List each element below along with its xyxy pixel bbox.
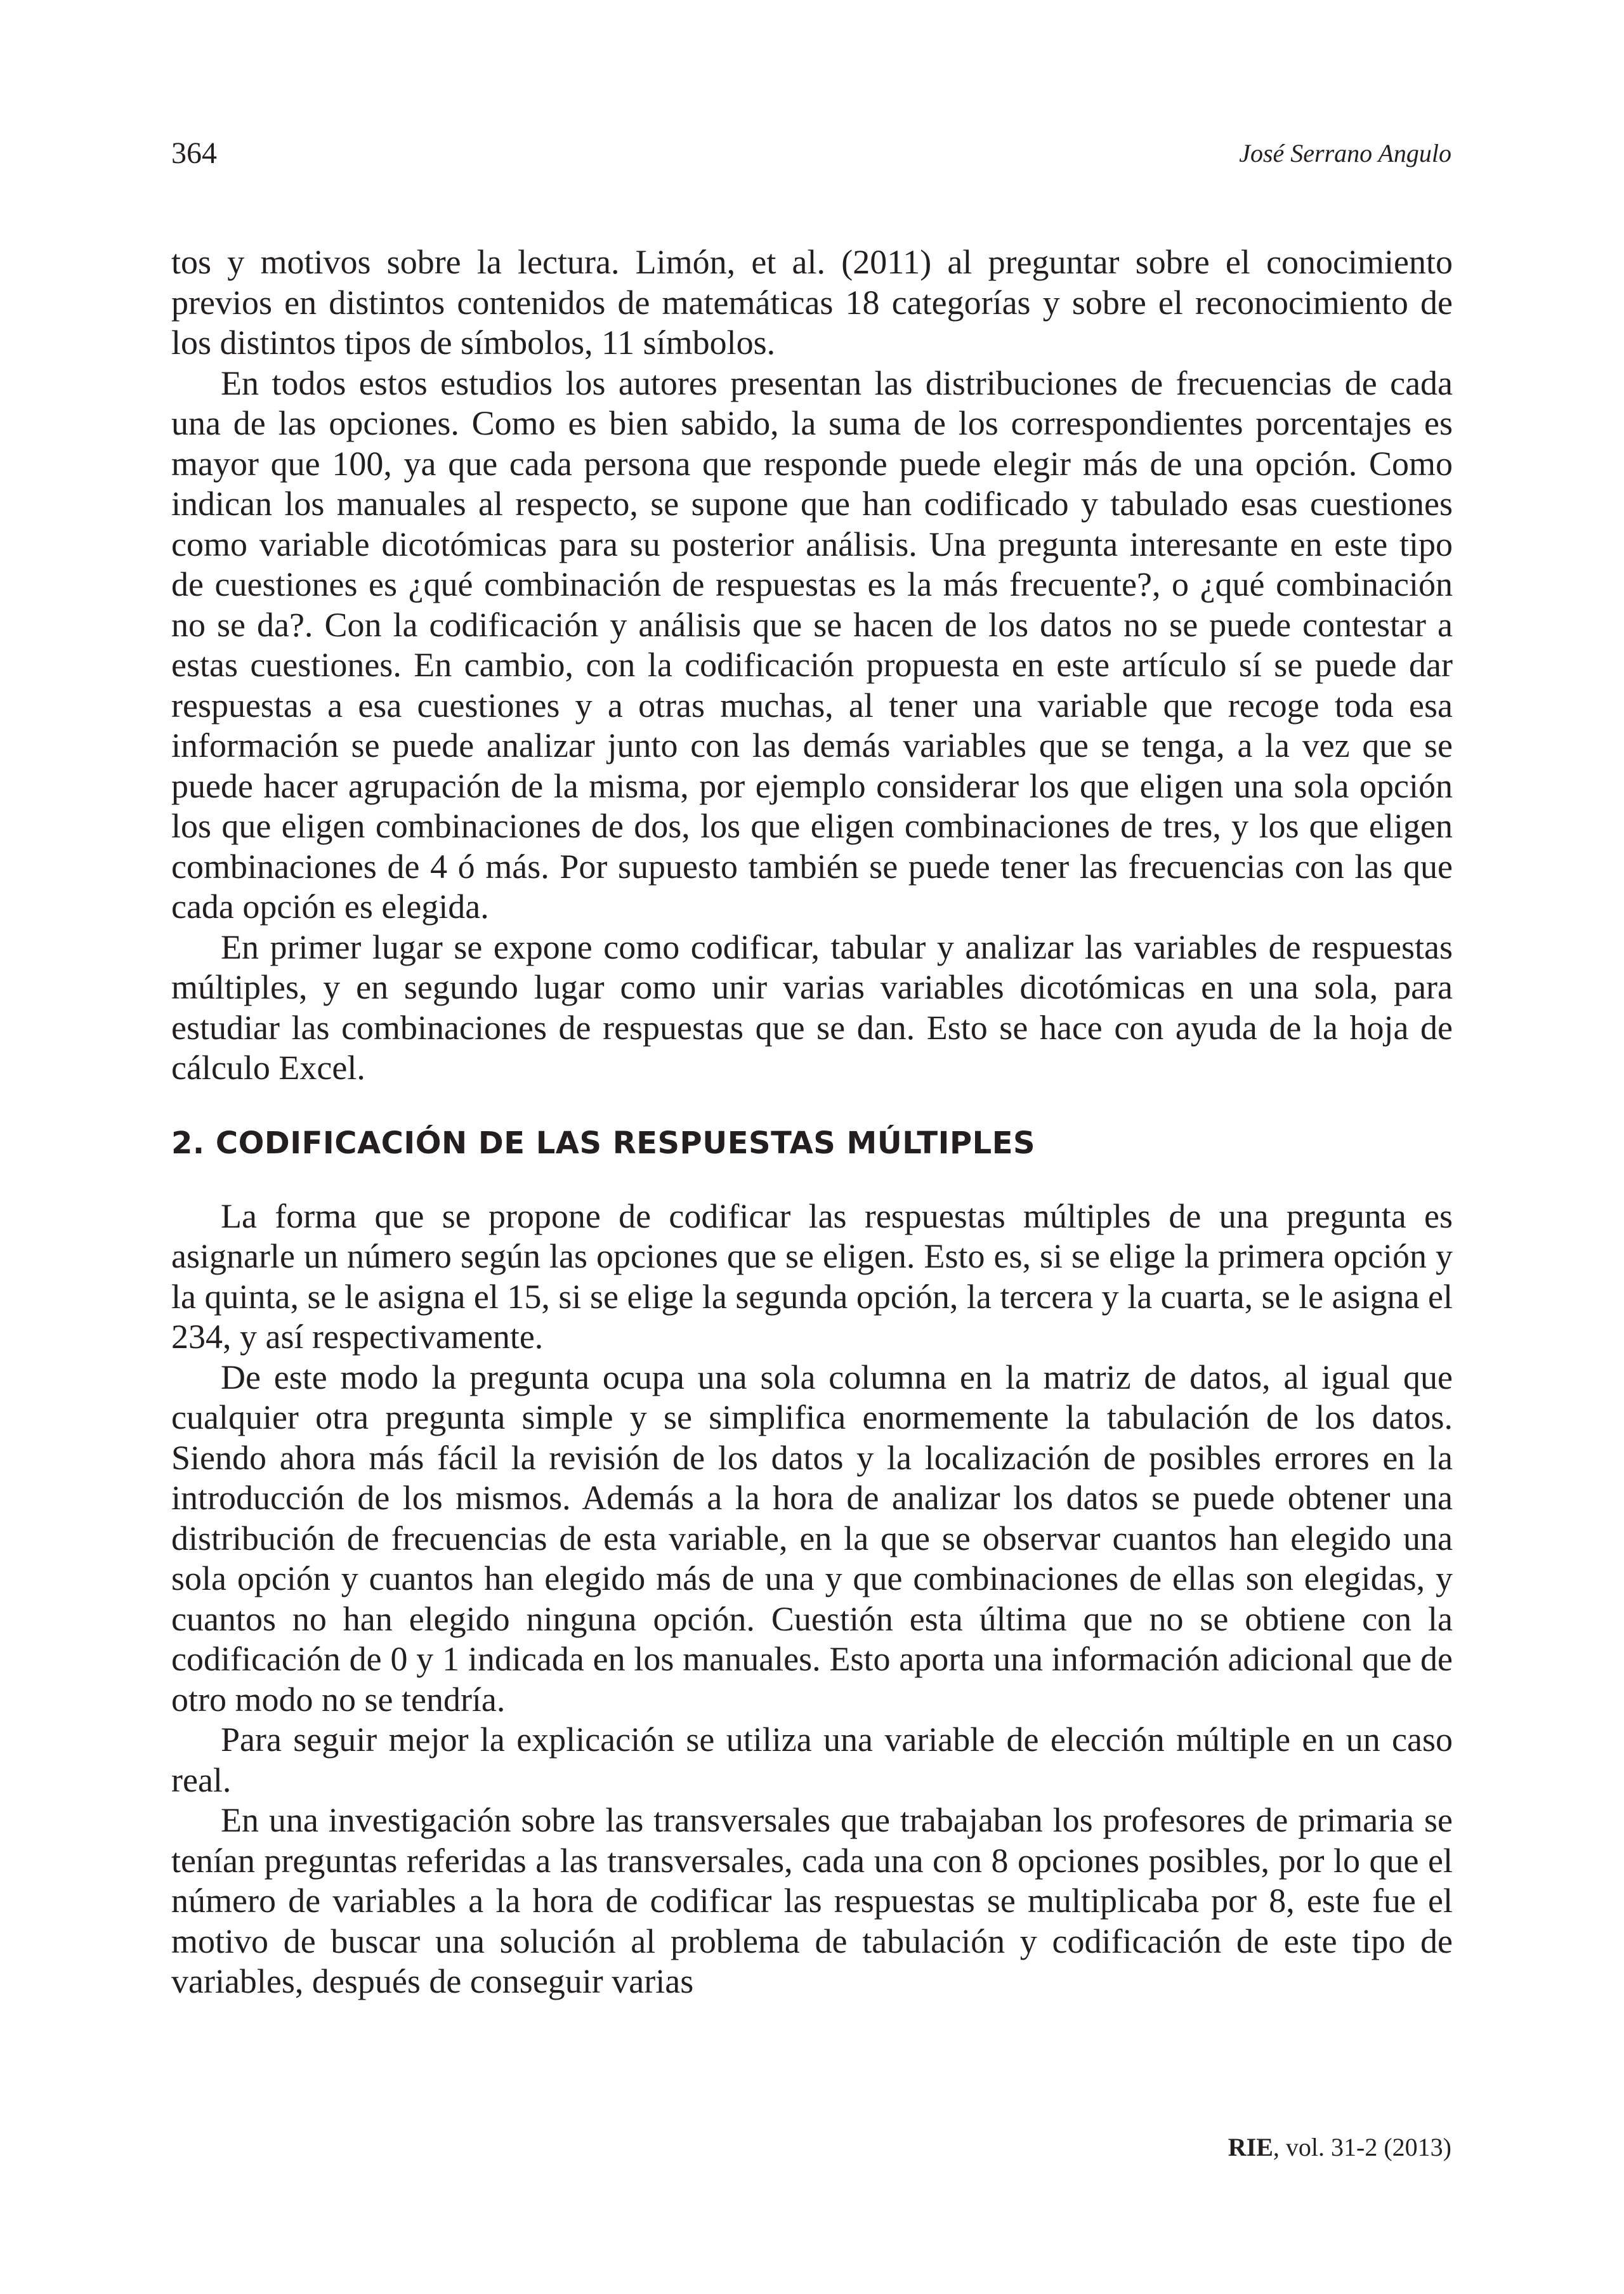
paragraph-6: Para seguir mejor la explicación se utiliza una variable de elección múltiple en un caso real. [171, 1720, 1453, 1799]
section-heading: 2. CODIFICACIÓN DE LAS RESPUESTAS MÚLTIPLES [171, 1125, 1036, 1161]
journal-reference [1228, 2130, 1451, 2165]
article-body [171, 242, 1453, 2002]
journal-volume: , vol. 31-2 (2013) [1273, 2133, 1451, 2161]
paragraph-1: tos y motivos sobre la lectura. Limón, et al. (2011) al preguntar sobre el conocimiento previos en distintos contenidos de matemáticas 18 categorías y sobre el reconocimiento de los distintos tipos de símbolos, 11 símbolos. [171, 243, 1453, 362]
paragraph-5: De este modo la pregunta ocupa una sola columna en la matriz de datos, al igual que cualquier otra pregunta simple y se simplifica enormemente la tabulación de los datos. Siendo ahora más fácil la revisión de los datos y la localización de posibles errores en la introducción de los mismos. Además a la hora de analizar los datos se puede obtener una distribución de frecuencias de esta variable, en la que se observar cuantos han elegido una sola opción y cuantos han elegido más de una y que combinaciones de ellas son elegidas, y cuantos no han elegido ninguna opción. Cuestión esta última que no se obtiene con la codificación de 0 y 1 indicada en los manuales. Esto aporta una información adicional que de otro modo no se tendría. [171, 1358, 1453, 1719]
paragraph-4: La forma que se propone de codificar las respuestas múltiples de una pregunta es asignarle un número según las opciones que se eligen. Esto es, si se elige la primera opción y la quinta, se le asigna el 15, si se elige la segunda opción, la tercera y la cuarta, se le asigna el 234, y así respectivamente. [171, 1196, 1453, 1356]
running-head-author: José Serrano Angulo [1239, 139, 1451, 167]
paragraph-2: En todos estos estudios los autores presentan las distribuciones de frecuencias de cada una de las opciones. Como es bien sabido, la suma de los correspondientes porcentajes es mayor que 100, ya que cada persona que responde puede elegir más de una opción. Como indican los manuales al respecto, se supone que han codificado y tabulado esas cuestiones como variable dicotómicas para su posterior análisis. Una pregunta interesante en este tipo de cuestiones es ¿qué combinación de respuestas es la más frecuente?, o ¿qué combinación no se da?. Con la codificación y análisis que se hacen de los datos no se puede contestar a estas cuestiones. En cambio, con la codificación propuesta en este artículo sí se puede dar respuestas a esa cuestiones y a otras muchas, al tener una variable que recoge toda esa información se puede analizar junto con las demás variables que se tenga, a la vez que se puede hacer agrupación de la misma, por ejemplo considerar los que eligen una sola opción los que eligen combinaciones de dos, los que eligen combinaciones de tres, y los que eligen combinaciones de 4 ó más. Por supuesto también se puede tener las frecuencias con las que cada opción es elegida. [171, 364, 1453, 926]
journal-name: RIE [1228, 2133, 1273, 2161]
page-number: 364 [171, 136, 217, 170]
paragraph-3: En primer lugar se expone como codificar, tabular y analizar las variables de respuestas múltiples, y en segundo lugar como unir varias variables dicotómicas en una sola, para estudiar las combinaciones de respuestas que se dan. Esto se hace con ayuda de la hoja de cálculo Excel. [171, 927, 1453, 1087]
paragraph-7: En una investigación sobre las transversales que trabajaban los profesores de primaria se tenían preguntas referidas a las transversales, cada una con 8 opciones posibles, por lo que el número de variables a la hora de codificar las respuestas se multiplicaba por 8, este fue el motivo de buscar una solución al problema de tabulación y codificación de este tipo de variables, después de conseguir varias [171, 1801, 1453, 2000]
